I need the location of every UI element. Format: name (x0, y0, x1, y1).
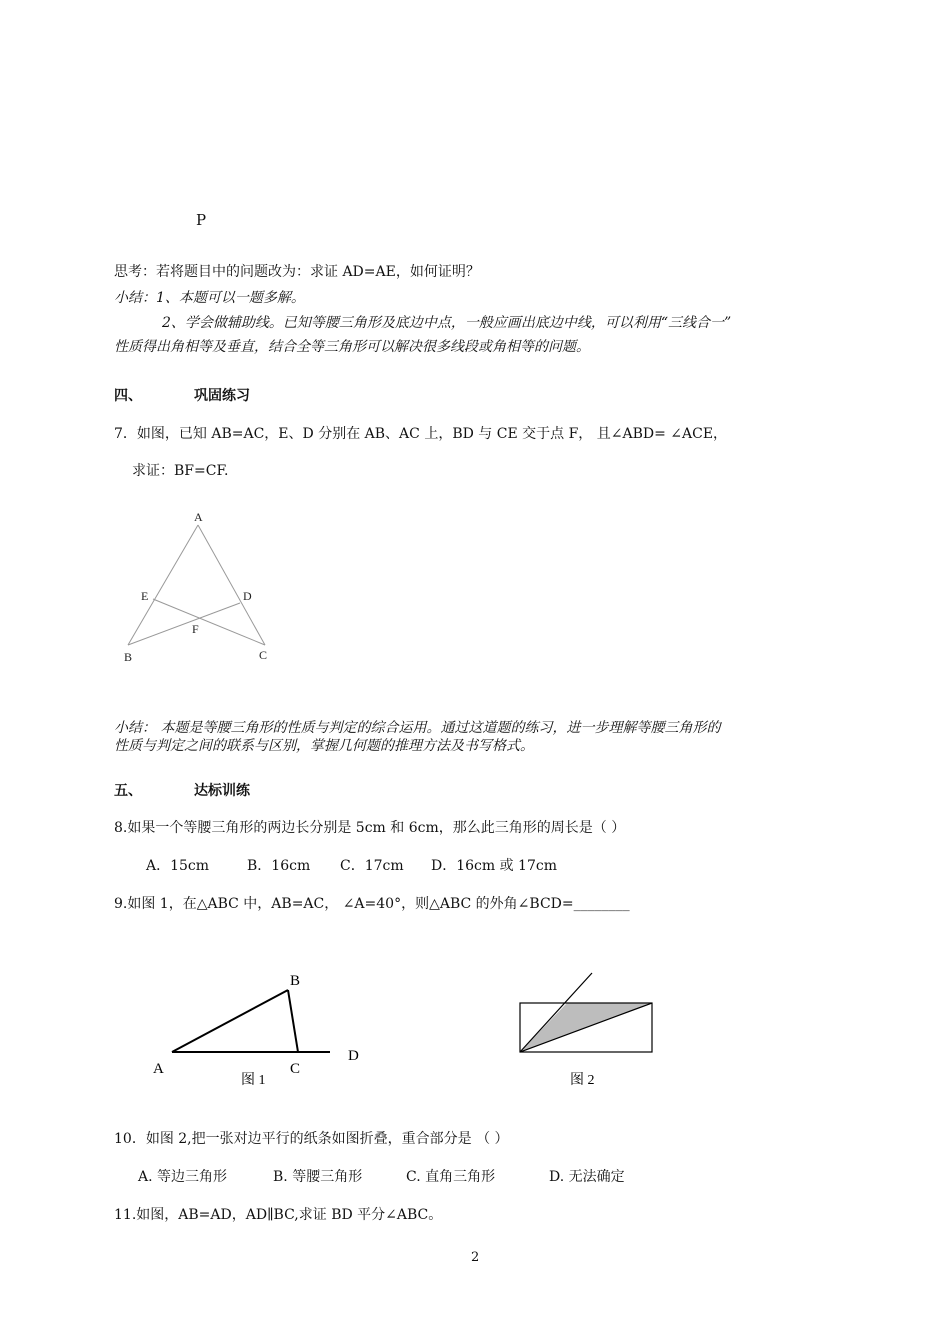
section5-title: 达标训练 (194, 783, 250, 799)
summary1-line3: 性质得出角相等及垂直，结合全等三角形可以解决很多线段或角相等的问题。 (114, 339, 590, 355)
figure2-caption: 图 2 (570, 1073, 595, 1088)
q7-label-c: C (259, 648, 268, 662)
q8-option-a: A．15cm (146, 858, 210, 874)
page-number: 2 (471, 1250, 480, 1265)
q8-option-d: D．16cm 或 17cm (431, 858, 557, 874)
q10-option-c: C. 直角三角形 (406, 1169, 496, 1185)
q10-option-b: B. 等腰三角形 (273, 1169, 363, 1185)
figure1-label-b: B (290, 973, 301, 989)
summary2-line1: 小结： 本题是等腰三角形的性质与判定的综合运用。通过这道题的练习，进一步理解等腰三角形的 (114, 720, 721, 736)
figure-label-p: P (196, 211, 207, 229)
summary1-line1: 小结：1、本题可以一题多解。 (114, 290, 305, 306)
figure1-label-d: D (348, 1048, 359, 1064)
q8-option-c: C．17cm (340, 858, 404, 874)
q7-line1: 7．如图，已知 AB=AC，E、D 分别在 AB、AC 上，BD 与 CE 交于点 F， 且∠ABD= ∠ACE， (114, 426, 728, 442)
figure1-caption: 图 1 (241, 1073, 266, 1088)
q10-option-d: D. 无法确定 (549, 1169, 625, 1185)
figure1-label-c: C (290, 1061, 301, 1077)
section5-number: 五、 (114, 783, 142, 799)
q9-stem: 9.如图 1，在△ABC 中，AB=AC， ∠A=40°，则△ABC 的外角∠BCD=________ (114, 896, 630, 912)
figure2-strip (520, 973, 652, 1052)
q11-stem: 11.如图，AB=AD，AD∥BC,求证 BD 平分∠ABC。 (114, 1207, 443, 1223)
q7-line2: 求证：BF=CF. (132, 463, 229, 479)
q7-label-b: B (124, 650, 133, 664)
figure1-triangle (172, 990, 330, 1052)
q10-stem: 10．如图 2,把一张对边平行的纸条如图折叠，重合部分是 （ ） (114, 1131, 509, 1147)
q7-label-f: F (192, 622, 199, 636)
section4-title: 巩固练习 (194, 388, 250, 404)
q7-label-a: A (194, 510, 203, 524)
q7-label-d: D (243, 589, 252, 603)
section4-number: 四、 (114, 388, 142, 404)
think-question: 思考：若将题目中的问题改为：求证 AD=AE，如何证明？ (114, 264, 480, 280)
summary2-line2: 性质与判定之间的联系与区别，掌握几何题的推理方法及书写格式。 (114, 738, 534, 754)
q7-label-e: E (141, 589, 149, 603)
q10-option-a: A. 等边三角形 (138, 1169, 228, 1185)
q8-stem: 8.如果一个等腰三角形的两边长分别是 5cm 和 6cm，那么此三角形的周长是（ ） (114, 820, 626, 836)
summary1-line2: 2、学会做辅助线。已知等腰三角形及底边中点，一般应画出底边中线，可以利用“三线合一” (162, 315, 732, 331)
q8-option-b: B．16cm (247, 858, 311, 874)
figure1-label-a: A (153, 1061, 164, 1077)
